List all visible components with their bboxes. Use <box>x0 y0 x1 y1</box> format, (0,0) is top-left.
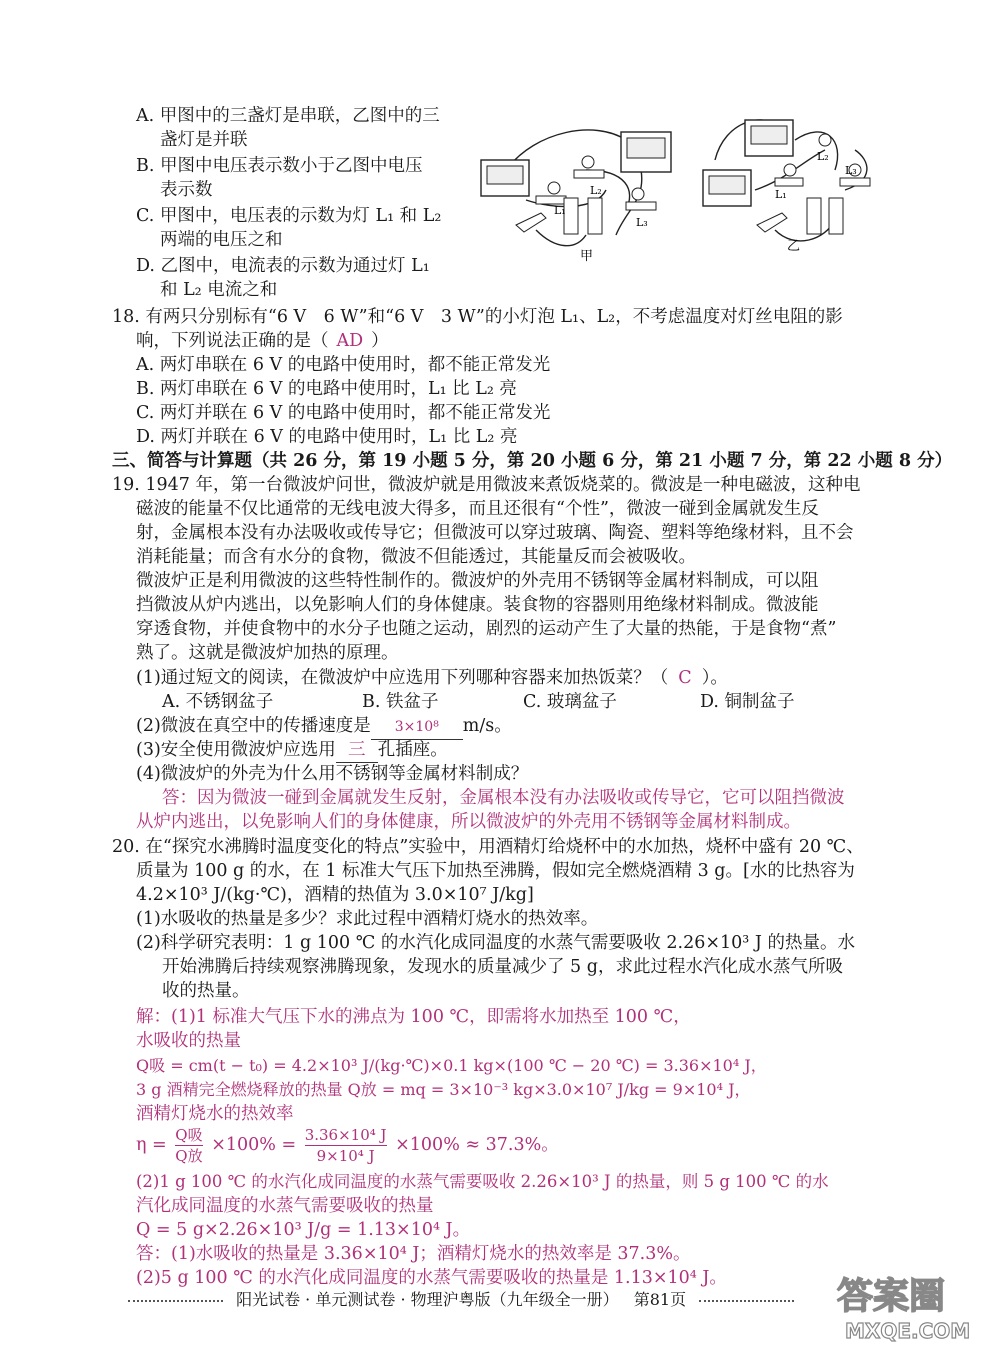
q19-sub3-answer: 三 <box>336 738 378 763</box>
q19-sub1-answer: C <box>678 668 692 688</box>
circuit-figure-yi <box>695 100 895 275</box>
q20-efficiency-formula: η = $\frac{\text{Q吸}}{\text{Q放}}$ ×100% = $\frac{\text{3.36×10⁴ J}}{\text{9×10⁴ J}}$ ×100% ≈ 37.3%。 <box>136 1126 559 1165</box>
q20-solution-line2: 水吸收的热量 <box>136 1031 241 1051</box>
q19-option-b: B. 铁盆子 <box>362 692 439 712</box>
label-l1: L₁ <box>775 188 787 201</box>
label-l2: L₂ <box>817 150 829 163</box>
q19-sub3: (3)安全使用微波炉应选用 三 孔插座。 <box>136 738 448 763</box>
q18-option-a: A. 两灯串联在 6 V 的电路中使用时，都不能正常发光 <box>136 355 551 375</box>
q20-solution-line4: 3 g 酒精完全燃烧释放的热量 Q放 = mq = 3×10⁻³ kg×3.0×10⁷ J/kg = 9×10⁴ J， <box>136 1080 751 1099</box>
q19-para-line6: 挡微波从炉内逃出，以免影响人们的身体健康。装食物的容器则用绝缘材料制成。微波能 <box>136 595 819 615</box>
q20-sub2-line3: 收的热量。 <box>162 981 250 1001</box>
q20-solution-line5: 酒精灯烧水的热效率 <box>136 1104 294 1124</box>
q19-option-c: C. 玻璃盆子 <box>523 692 617 712</box>
q19-para-line2: 磁波的能量不仅比通常的无线电波大得多，而且还很有“个性”，微波一碰到金属就发生反 <box>136 499 819 519</box>
q19-sub4-answer-line1: 答：因为微波一碰到金属就发生反射，金属根本没有办法吸收或传导它，它可以阻挡微波 <box>162 788 845 808</box>
q20-stem-line2: 质量为 100 g 的水，在 1 标准大气压下加热至沸腾，假如完全燃烧酒精 3 g。[水的比热容为 <box>136 861 855 881</box>
q17-option-d-line1: D. 乙图中，电流表的示数为通过灯 L₁ <box>136 256 430 276</box>
label-l2: L₂ <box>590 184 602 197</box>
q20-sub2-line1: (2)科学研究表明：1 g 100 ℃ 的水汽化成同温度的水蒸气需要吸收 2.26×10³ J 的热量。水 <box>136 933 855 953</box>
q19-para-line5: 微波炉正是利用微波的这些特性制作的。微波炉的外壳用不锈钢等金属材料制成，可以阻 <box>136 571 819 591</box>
section-3-heading: 三、简答与计算题（共 26 分，第 19 小题 5 分，第 20 小题 6 分，第 21 小题 7 分，第 22 小题 8 分） <box>112 451 953 471</box>
q20-solution-line3: Q吸 = cm(t − t₀) = 4.2×10³ J/(kg·℃)×0.1 kg×(100 ℃ − 20 ℃) = 3.36×10⁴ J， <box>136 1056 767 1075</box>
fraction-numerator: Q吸 <box>175 1126 203 1144</box>
q19-sub2-answer: 3×10⁸ <box>371 715 463 740</box>
label-l3: L₃ <box>636 216 648 229</box>
q19-sub4-answer-line2: 从炉内逃出，以免影响人们的身体健康，所以微波炉的外壳用不锈钢等金属材料制成。 <box>136 812 801 832</box>
q20-solution-line6: (2)1 g 100 ℃ 的水汽化成同温度的水蒸气需要吸收 2.26×10³ J 的热量，则 5 g 100 ℃ 的水 <box>136 1172 829 1191</box>
footer-dots-right <box>699 1300 794 1302</box>
q17-option-a-line2: 盏灯是并联 <box>160 130 248 150</box>
watermark-text: 答案圈 <box>837 1276 946 1317</box>
q20-sub1: (1)水吸收的热量是多少？求此过程中酒精灯烧水的热效率。 <box>136 909 599 929</box>
q20-answer-line2: (2)5 g 100 ℃ 的水汽化成同温度的水蒸气需要吸收的热量是 1.13×10⁴ J。 <box>136 1268 727 1288</box>
q18-option-b: B. 两灯串联在 6 V 的电路中使用时，L₁ 比 L₂ 亮 <box>136 379 517 399</box>
q18-option-d: D. 两灯并联在 6 V 的电路中使用时，L₁ 比 L₂ 亮 <box>136 427 518 447</box>
q19-para-line3: 射，金属根本没有办法吸收或传导它；但微波可以穿过玻璃、陶瓷、塑料等绝缘材料，且不会 <box>136 523 854 543</box>
q17-option-b-line1: B. 甲图中电压表示数小于乙图中电压 <box>136 156 423 176</box>
q20-solution-line1: 解：(1)1 标准大气压下水的沸点为 100 ℃，即需将水加热至 100 ℃， <box>136 1007 691 1027</box>
watermark-logo <box>827 1266 992 1346</box>
fraction-numerator: 3.36×10⁴ J <box>304 1126 387 1144</box>
q19-para-line7: 穿透食物，并使食物中的水分子也随之运动，剧烈的运动产生了大量的热能，于是食物“煮” <box>136 619 837 639</box>
circuit-figure-jia <box>476 110 696 280</box>
watermark-url: MXQE.COM <box>845 1319 971 1343</box>
q17-option-d-line2: 和 L₂ 电流之和 <box>160 280 278 300</box>
q19-sub4: (4)微波炉的外壳为什么用不锈钢等金属材料制成？ <box>136 764 529 784</box>
q18-stem-line1: 18. 有两只分别标有“6 V 6 W”和“6 V 3 W”的小灯泡 L₁、L₂，不考虑温度对灯丝电阻的影 <box>112 307 843 327</box>
page-number: 第81页 <box>633 1290 687 1309</box>
q18-stem-line2: 响，下列说法正确的是（ AD ） <box>136 331 389 351</box>
q19-para-line8: 熟了。这就是微波炉加热的原理。 <box>136 643 399 663</box>
q19-sub1: (1)通过短文的阅读，在微波炉中应选用下列哪种容器来加热饭菜？（ C ）。 <box>136 668 728 688</box>
q20-solution-line7: 汽化成同温度的水蒸气需要吸收的热量 <box>136 1196 434 1216</box>
label-l1: L₁ <box>554 204 566 217</box>
fraction-denominator: Q放 <box>175 1147 203 1165</box>
q20-sub2-line2: 开始沸腾后持续观察沸腾现象，发现水的质量减少了 5 g，求此过程水汽化成水蒸气所吸 <box>162 957 843 977</box>
footer-dots-left <box>128 1300 223 1302</box>
fraction-denominator: 9×10⁴ J <box>316 1147 375 1165</box>
q17-option-a-line1: A. 甲图中的三盏灯是串联，乙图中的三 <box>136 106 440 126</box>
q19-sub2: (2)微波在真空中的传播速度是 3×10⁸ m/s。 <box>136 714 512 740</box>
q20-solution-line8: Q = 5 g×2.26×10³ J/g = 1.13×10⁴ J。 <box>136 1220 471 1240</box>
page-footer <box>120 1287 820 1310</box>
q20-answer-line1: 答：(1)水吸收的热量是 3.36×10⁴ J；酒精灯烧水的热效率是 37.3%。 <box>136 1244 691 1264</box>
q19-para-line4: 消耗能量；而含有水分的食物，微波不但能透过，其能量反而会被吸收。 <box>136 547 696 567</box>
q20-stem-line1: 20. 在“探究水沸腾时温度变化的特点”实验中，用酒精灯给烧杯中的水加热，烧杯中盛有 20 ℃、 <box>112 837 864 857</box>
q19-para-line1: 19. 1947 年，第一台微波炉问世，微波炉就是用微波来煮饭烧菜的。微波是一种电磁波，这种电 <box>112 475 861 495</box>
q17-option-c-line1: C. 甲图中，电压表的示数为灯 L₁ 和 L₂ <box>136 206 442 226</box>
q19-option-d: D. 铜制盆子 <box>700 692 795 712</box>
caption-yi: 乙 <box>787 239 801 254</box>
q17-option-c-line2: 两端的电压之和 <box>160 230 283 250</box>
q17-option-b-line2: 表示数 <box>160 180 213 200</box>
footer-title: 阳光试卷 · 单元测试卷 · 物理沪粤版（九年级全一册） <box>236 1290 619 1309</box>
q19-option-a: A. 不锈钢盆子 <box>162 692 274 712</box>
q18-option-c: C. 两灯并联在 6 V 的电路中使用时，都不能正常发光 <box>136 403 551 423</box>
caption-jia: 甲 <box>580 249 594 264</box>
q18-answer: AD <box>336 331 364 351</box>
q20-stem-line3: 4.2×10³ J/(kg·℃)，酒精的热值为 3.0×10⁷ J/kg] <box>136 885 534 905</box>
label-l3: L₃ <box>845 164 857 177</box>
